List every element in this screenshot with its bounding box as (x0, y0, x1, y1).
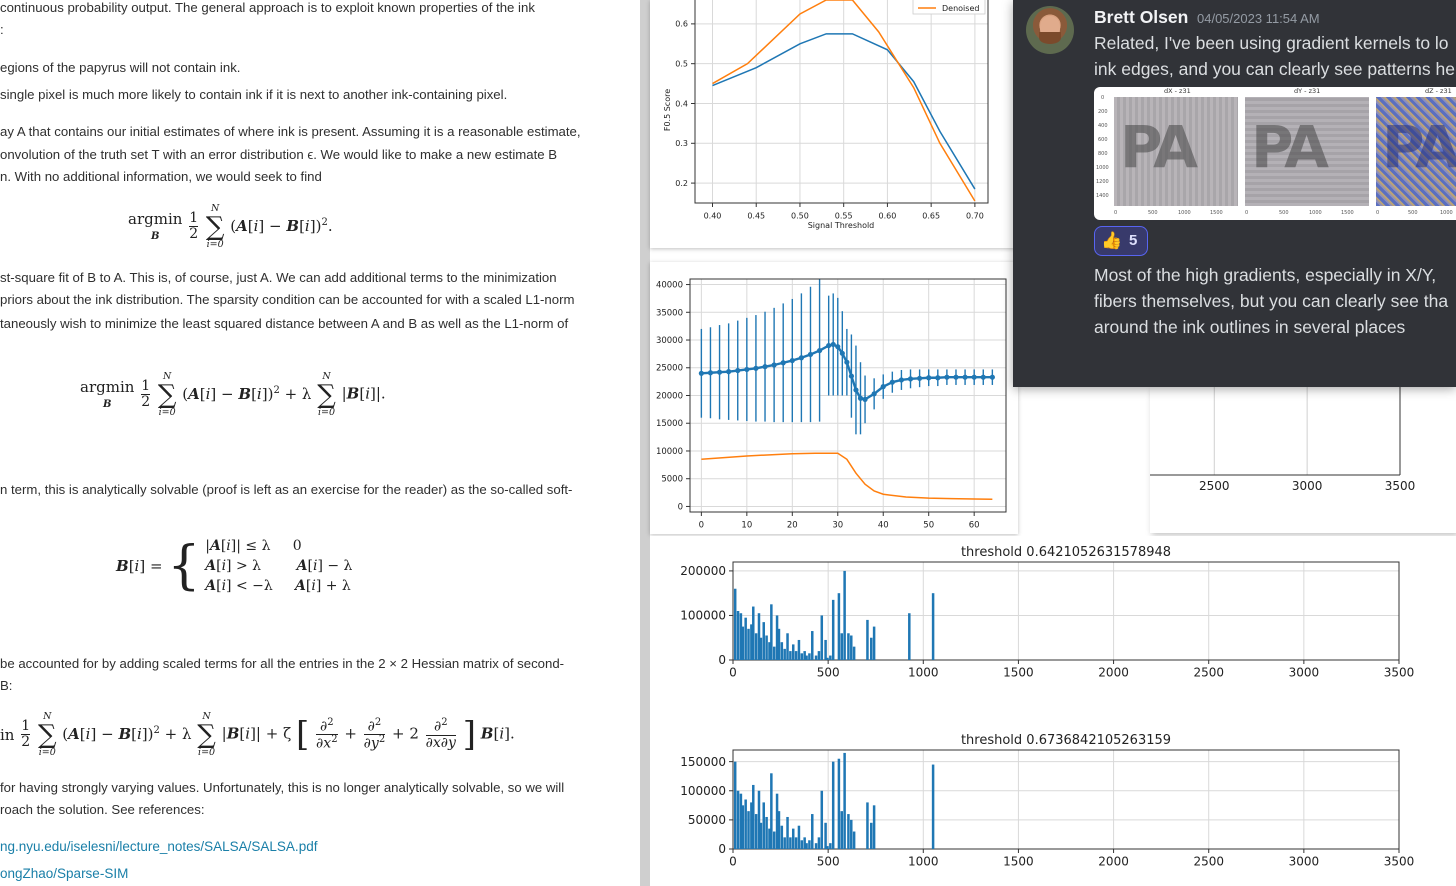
message-line: around the ink outlines in several places (1094, 317, 1406, 337)
histogram-bar (832, 762, 835, 849)
image-title: dZ - z31 (1425, 87, 1452, 95)
histogram-bar (847, 633, 850, 660)
data-point (840, 351, 845, 356)
histogram-bar (747, 629, 750, 660)
histogram-bar (821, 791, 824, 849)
data-point (799, 355, 804, 360)
histogram-bar (742, 805, 745, 849)
doc-line: n term, this is analytically solvable (proof is left as an exercise for the reader) as the so-called soft- (0, 482, 573, 497)
x-tick-label: 3500 (1383, 665, 1415, 680)
y-tick-label: 0.3 (675, 139, 688, 149)
x-tick-label: 2500 (1199, 479, 1230, 493)
data-point (944, 375, 949, 380)
image-y-tick: 200 (1098, 109, 1108, 115)
image-x-tick: 0 (1376, 210, 1380, 216)
y-tick-label: 200000 (680, 564, 726, 579)
pane-divider[interactable] (640, 0, 650, 886)
data-point (981, 375, 986, 380)
x-tick-label: 0 (729, 665, 737, 680)
data-point (899, 377, 904, 382)
histogram-bar (734, 762, 737, 849)
thumbs-up-icon: 👍 (1101, 231, 1123, 250)
y-tick-label: 40000 (655, 280, 683, 291)
gradient-image-dz: PA (1376, 97, 1456, 206)
histogram-bar (815, 656, 818, 660)
histogram-bar (778, 811, 781, 849)
f-score-chart (650, 0, 1015, 248)
histogram-bar (850, 636, 853, 661)
data-point (872, 391, 877, 396)
series-line (701, 453, 992, 499)
histogram-bar (873, 627, 876, 660)
equation-l1-regularized: argmin B 1 2 N ∑ i=0 $(A[i] - B[i])^2 + \lambda$ N ∑ i=0 |B[i]|. (80, 371, 386, 418)
y-tick-label: 0 (718, 653, 726, 668)
y-tick-label: 150000 (680, 754, 726, 769)
document-panel (0, 0, 640, 886)
histogram-bar (829, 843, 832, 849)
image-x-tick: 1000 (1440, 210, 1453, 216)
plot-frame (695, 0, 988, 203)
x-tick-label: 1500 (1003, 665, 1034, 680)
histogram-bar (781, 642, 784, 660)
y-tick-label: 35000 (655, 308, 683, 319)
histogram-bar (786, 633, 789, 660)
data-point (808, 352, 813, 357)
data-point (881, 384, 886, 389)
x-tick-label: 0.50 (791, 211, 809, 221)
histogram-bar (805, 656, 808, 660)
histogram-bar (737, 611, 740, 660)
doc-line: ay A that contains our initial estimates of where ink is present. Assuming it is a reasonable estimate, (0, 124, 581, 139)
histogram-bar (826, 846, 829, 849)
data-point (953, 375, 958, 380)
histogram-bar (755, 633, 758, 660)
histogram-bar (841, 811, 844, 849)
histogram-bar (843, 571, 846, 660)
x-tick-label: 10 (741, 520, 753, 531)
histogram-bar (744, 618, 747, 660)
histogram-bar (789, 651, 792, 660)
x-tick-label: 500 (816, 665, 840, 680)
histogram-bar (747, 811, 750, 849)
hidden-histogram-window (1150, 387, 1456, 533)
histogram-bar (870, 638, 873, 660)
histogram-bar (850, 820, 853, 849)
histogram-bar (873, 805, 876, 849)
histogram-bar (821, 615, 824, 660)
histogram-bar (786, 817, 789, 849)
x-tick-label: 1500 (1003, 854, 1034, 869)
data-point (972, 375, 977, 380)
histogram-bar (752, 607, 755, 660)
histogram-bar (742, 627, 745, 660)
y-tick-label: 15000 (655, 419, 683, 430)
x-tick-label: 2000 (1098, 665, 1129, 680)
doc-line: onvolution of the truth set T with an error distribution ϵ. We would like to make a new estimate B (0, 147, 558, 162)
x-tick-label: 3000 (1291, 479, 1323, 493)
doc-line: roach the solution. See references: (0, 802, 205, 817)
histogram-bar (744, 800, 747, 850)
x-tick-label: 30 (832, 520, 844, 531)
image-x-tick: 1500 (1210, 210, 1223, 216)
histogram-bar (770, 604, 773, 660)
histogram-bar (798, 640, 801, 660)
data-point (835, 344, 840, 349)
histogram-bar (789, 837, 792, 849)
reference-link-salsa[interactable]: ng.nyu.edu/iselesni/lecture_notes/SALSA/SALSA.pdf (0, 839, 318, 854)
y-axis-label: F0.5 Score (663, 88, 672, 132)
histogram-window-1 (650, 536, 1456, 726)
histogram-bar (755, 814, 758, 849)
data-point (849, 373, 854, 378)
y-tick-label: 5000 (661, 474, 683, 485)
histogram-bar (866, 620, 869, 660)
histogram-bar (801, 653, 804, 660)
thumbs-up-reaction[interactable] (1094, 226, 1148, 256)
histogram-bar (760, 823, 763, 849)
x-tick-label: 0.60 (878, 211, 897, 221)
y-tick-label: 50000 (687, 813, 726, 828)
x-tick-label: 60 (968, 520, 980, 531)
image-y-tick: 0 (1101, 95, 1105, 101)
x-tick-label: 0 (698, 520, 705, 531)
x-tick-label: 0 (729, 854, 737, 869)
histogram-bar (843, 753, 846, 849)
image-y-tick: 800 (1098, 151, 1108, 157)
image-x-tick: 1000 (1309, 210, 1322, 216)
image-y-tick: 600 (1098, 137, 1108, 143)
data-point (726, 369, 731, 374)
x-tick-label: 1000 (908, 665, 939, 680)
histogram-chart-1 (650, 536, 1456, 726)
histogram-bar (847, 814, 850, 849)
f-score-chart-window (650, 0, 1015, 248)
histogram-bar (815, 843, 818, 849)
gradient-image-dx: PA (1114, 97, 1238, 206)
x-tick-label: 0.55 (834, 211, 853, 221)
histogram-bar (811, 814, 814, 849)
histogram-bar (752, 785, 755, 849)
image-x-tick: 0 (1245, 210, 1249, 216)
message-line: Related, I've been using gradient kernels to lo (1094, 33, 1449, 53)
x-tick-label: 0.40 (703, 211, 722, 221)
histogram-bar (765, 817, 768, 849)
histogram-bar (818, 651, 821, 660)
histogram-bar (795, 837, 798, 849)
histogram-bar (762, 622, 765, 660)
image-y-tick: 400 (1098, 123, 1108, 129)
histogram-bar (853, 647, 856, 660)
histogram-bar (932, 765, 935, 849)
histogram-bar (838, 593, 841, 660)
equation-soft-threshold: B[i] = { |A[i]| ≤ λ 0 A[i] > λ A[i] − λ A[i] < −λ A[i] + λ (116, 536, 353, 596)
reaction-count: 5 (1129, 232, 1138, 249)
data-point (744, 367, 749, 372)
data-point (862, 397, 867, 402)
gradient-image-attachment[interactable] (1094, 87, 1456, 220)
image-x-tick: 500 (1279, 210, 1289, 216)
x-tick-label: 500 (816, 854, 840, 869)
histogram-chart-2 (650, 726, 1456, 886)
histogram-bar (838, 759, 841, 849)
y-tick-label: 10000 (655, 446, 683, 457)
data-point (826, 343, 831, 348)
y-tick-label: 100000 (680, 783, 726, 798)
data-point (858, 396, 863, 401)
equation-least-squares: argmin B 1 2 N ∑ i=0 $(A[i] - B[i])^2$. (128, 203, 333, 250)
image-x-tick: 1500 (1341, 210, 1354, 216)
chart-title: threshold 0.6421052631578948 (960, 545, 1172, 560)
equation-hessian-regularized: in 1 2 N ∑ i=0 $(A[i] - B[i])^2 + \lambda$ N ∑ i=0 |B[i]| + ζ [ ∂$^2$ $\partial x^2$ + ∂$^2$ $\partial y^2$ + 2 ∂$^2$ ∂x∂y ] B[i]. (0, 711, 515, 758)
chart-title: threshold 0.6736842105263159 (960, 733, 1172, 748)
histogram-bar (853, 832, 856, 849)
x-tick-label: 0.45 (747, 211, 766, 221)
username[interactable]: Brett Olsen (1094, 7, 1189, 27)
x-tick-label: 3500 (1383, 854, 1415, 869)
histogram-bar (824, 640, 827, 660)
hidden-histogram-axis (1150, 387, 1456, 533)
image-y-tick: 1000 (1096, 165, 1109, 171)
histogram-bar (832, 600, 835, 660)
histogram-bar (773, 647, 776, 660)
data-point (735, 368, 740, 373)
histogram-bar (737, 791, 740, 849)
histogram-bar (932, 593, 935, 660)
histogram-bar (811, 631, 814, 660)
errorbar-chart (650, 262, 1018, 534)
image-title: dX - z31 (1164, 87, 1191, 95)
image-x-tick: 1000 (1178, 210, 1191, 216)
image-x-tick: 500 (1408, 210, 1418, 216)
avatar[interactable] (1026, 6, 1074, 54)
message-line: ink edges, and you can clearly see patterns he (1094, 59, 1455, 79)
histogram-bar (824, 823, 827, 849)
histogram-bar (773, 832, 776, 849)
histogram-bar (805, 843, 808, 849)
data-point (817, 348, 822, 353)
y-tick-label: 0.4 (675, 99, 688, 109)
data-point (926, 375, 931, 380)
histogram-bar (795, 651, 798, 660)
histogram-bar (841, 633, 844, 660)
message-timestamp: 04/05/2023 11:54 AM (1197, 11, 1320, 26)
doc-line: n. With no additional information, we would seek to find (0, 169, 322, 184)
doc-line: continuous probability output. The general approach is to exploit known properties of the ink (0, 0, 535, 15)
x-tick-label: 2500 (1193, 854, 1224, 869)
x-tick-label: 0.65 (922, 211, 941, 221)
data-point (699, 371, 704, 376)
x-tick-label: 40 (877, 520, 889, 531)
histogram-bar (801, 840, 804, 849)
histogram-bar (818, 837, 821, 849)
image-y-tick: 1400 (1096, 193, 1109, 199)
data-point (917, 376, 922, 381)
x-tick-label: 2500 (1193, 665, 1224, 680)
data-point (990, 375, 995, 380)
data-point (772, 362, 777, 367)
y-tick-label: 0.6 (675, 19, 688, 29)
x-tick-label: 3000 (1288, 854, 1320, 869)
x-tick-label: 0.70 (965, 211, 984, 221)
data-point (908, 376, 913, 381)
errorbar-chart-window (650, 262, 1018, 534)
x-axis-label: Signal Threshold (807, 221, 875, 230)
doc-line: for having strongly varying values. Unfortunately, this is no longer analytically solvable, so we will (0, 780, 565, 795)
data-point (935, 375, 940, 380)
histogram-bar (792, 829, 795, 849)
data-point (708, 370, 713, 375)
doc-line: priors about the ink distribution. The sparsity condition can be accounted for with a scaled L1-norm (0, 292, 575, 307)
doc-line: taneously wish to minimize the least squared distance between A and B as well as the L1-norm of (0, 316, 569, 331)
image-x-tick: 0 (1114, 210, 1118, 216)
x-tick-label: 2000 (1098, 854, 1129, 869)
data-point (962, 375, 967, 380)
data-point (844, 360, 849, 365)
y-tick-label: 30000 (655, 335, 683, 346)
y-tick-label: 100000 (680, 608, 726, 623)
histogram-window-2 (650, 726, 1456, 886)
y-tick-label: 0 (718, 842, 726, 857)
image-title: dY - z31 (1294, 87, 1321, 95)
histogram-bar (760, 638, 763, 660)
histogram-bar (783, 837, 786, 849)
x-tick-label: 20 (786, 520, 798, 531)
data-point (762, 364, 767, 369)
data-point (831, 342, 836, 347)
histogram-bar (908, 613, 911, 660)
histogram-bar (792, 644, 795, 660)
discord-message-window (1013, 0, 1456, 387)
data-point (790, 358, 795, 363)
doc-line: be accounted for by adding scaled terms for all the entries in the 2 × 2 Hessian matrix of second- (0, 656, 565, 671)
y-tick-label: 0 (677, 502, 683, 513)
histogram-bar (826, 658, 829, 660)
data-point (890, 380, 895, 385)
x-tick-label: 50 (923, 520, 935, 531)
y-tick-label: 20000 (655, 391, 683, 402)
histogram-bar (798, 826, 801, 849)
doc-line: single pixel is much more likely to contain ink if it is next to another ink-containing pixel. (0, 87, 508, 102)
histogram-bar (778, 629, 781, 660)
histogram-bar (866, 802, 869, 849)
y-tick-label: 0.2 (675, 178, 688, 188)
histogram-bar (765, 636, 768, 661)
gradient-image-dy: PA (1245, 97, 1369, 206)
x-tick-label: 3000 (1288, 665, 1320, 680)
doc-line: B: (0, 678, 13, 693)
data-point (853, 387, 858, 392)
histogram-bar (762, 802, 765, 849)
message-line: fibers themselves, but you can clearly see tha (1094, 291, 1449, 311)
image-x-tick: 500 (1148, 210, 1158, 216)
data-point (781, 360, 786, 365)
histogram-bar (734, 589, 737, 660)
x-tick-label: 1000 (908, 854, 939, 869)
x-tick-label: 3500 (1384, 479, 1416, 493)
y-tick-label: 0.5 (675, 59, 688, 69)
image-y-tick: 1200 (1096, 179, 1109, 185)
doc-line: : (0, 22, 4, 37)
histogram-bar (808, 840, 811, 849)
legend-label: Denoised (942, 4, 980, 13)
data-point (753, 366, 758, 371)
doc-line: egions of the papyrus will not contain ink. (0, 60, 241, 75)
doc-line: st-square fit of B to A. This is, of course, just A. We can add additional terms to the minimization (0, 270, 557, 285)
histogram-bar (781, 826, 784, 849)
histogram-bar (870, 823, 873, 849)
histogram-bar (829, 656, 832, 660)
message-line: Most of the high gradients, especially in X/Y, (1094, 265, 1437, 285)
y-tick-label: 25000 (655, 363, 683, 374)
reference-link-sparse-sim[interactable]: ongZhao/Sparse-SIM (0, 866, 129, 881)
histogram-bar (783, 649, 786, 660)
data-point (717, 370, 722, 375)
histogram-bar (770, 773, 773, 849)
histogram-bar (808, 653, 811, 660)
